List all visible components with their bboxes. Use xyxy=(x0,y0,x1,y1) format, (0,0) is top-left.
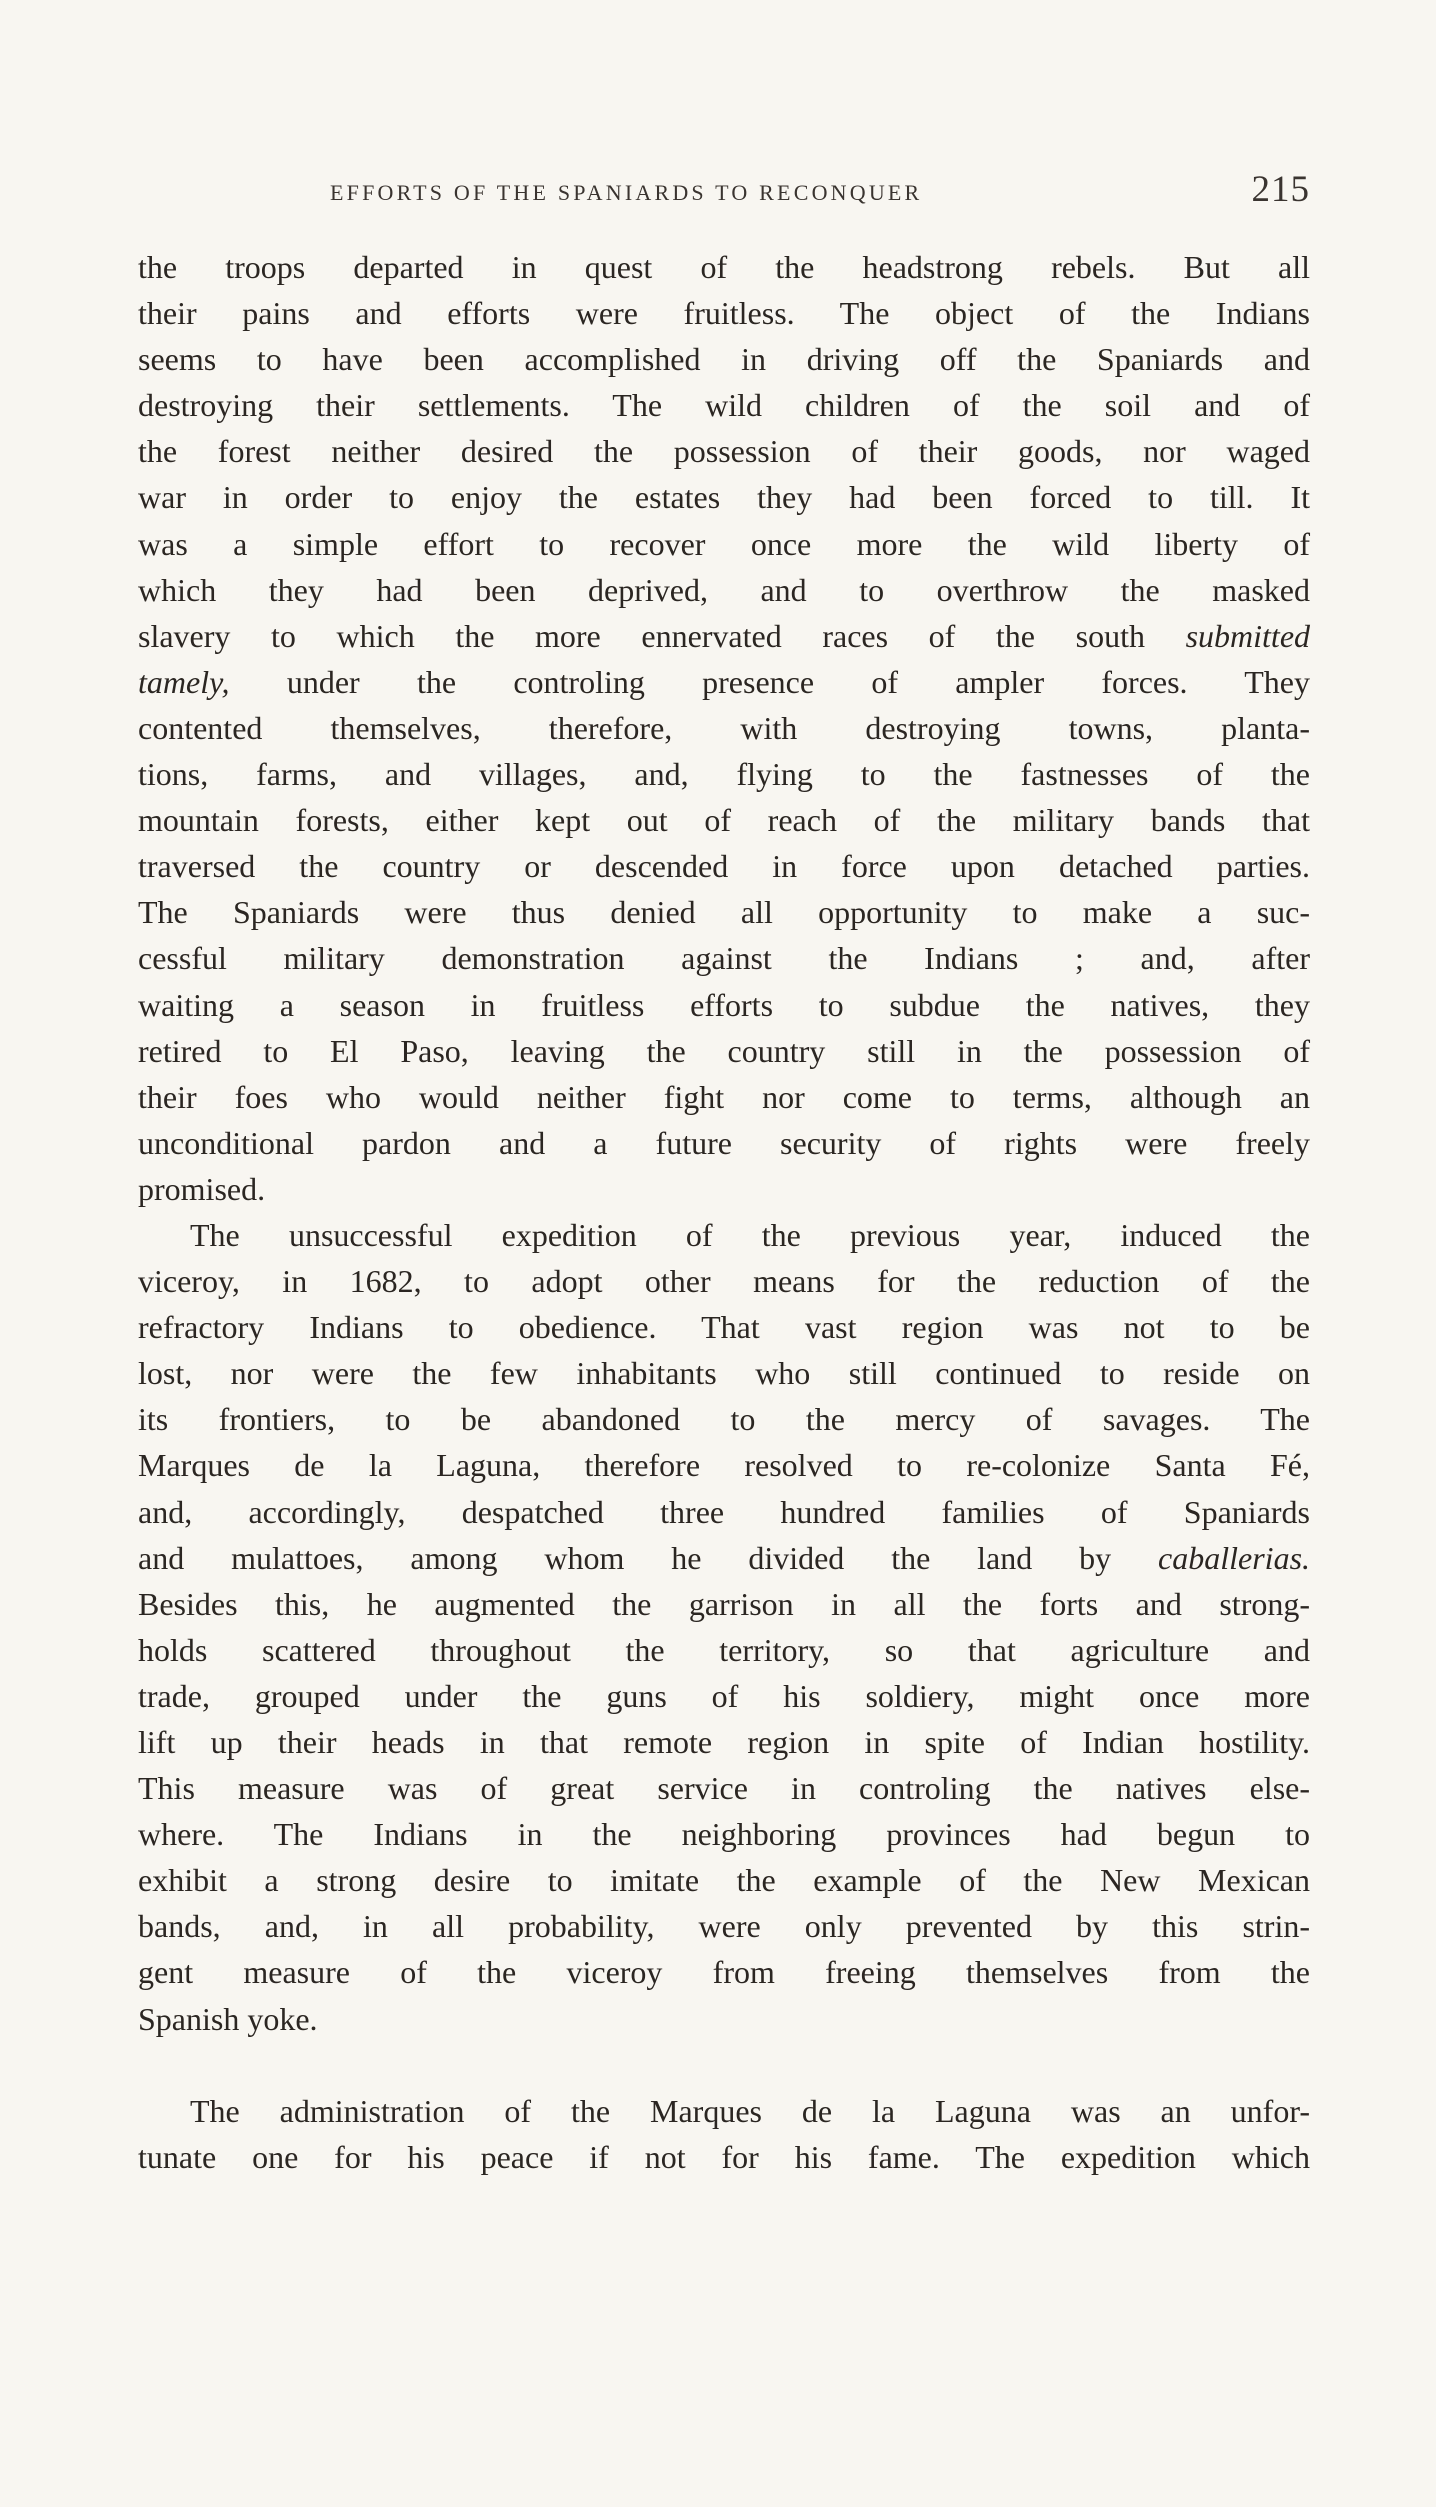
paragraph-1 xyxy=(138,244,1310,1212)
text-line: mountain forests, either kept out of reach of the military bands that xyxy=(138,802,1310,839)
text-line: promised. xyxy=(138,1170,266,1207)
text-line: where. The Indians in the neighboring provinces had begun to xyxy=(138,1816,1310,1853)
text-line: Marques de la Laguna, therefore resolved to re-colonize Santa Fé, xyxy=(138,1447,1310,1484)
text-line: cessful military demonstration against the Indians ; and, after xyxy=(138,940,1310,977)
paragraph-gap xyxy=(138,2042,1310,2088)
text-line: Besides this, he augmented the garrison in all the forts and strong- xyxy=(138,1585,1310,1622)
text-line: viceroy, in 1682, to adopt other means for the reduction of the xyxy=(138,1263,1310,1300)
running-title: EFFORTS OF THE SPANIARDS TO RECONQUER xyxy=(330,180,923,205)
text-line: tunate one for his peace if not for his fame. The expedition which xyxy=(138,2138,1310,2175)
italic-phrase: tamely, xyxy=(138,663,230,700)
text-line: holds scattered throughout the territory, so that agriculture and xyxy=(138,1631,1310,1668)
text-line: was a simple effort to recover once more the wild liberty of xyxy=(138,525,1310,562)
text-line: waiting a season in fruitless efforts to subdue the natives, they xyxy=(138,986,1310,1023)
text-line: trade, grouped under the guns of his soldiery, might once more xyxy=(138,1677,1310,1714)
text-line: their foes who would neither fight nor come to terms, although an xyxy=(138,1078,1310,1115)
text-line: which they had been deprived, and to overthrow the masked xyxy=(138,571,1310,608)
italic-phrase: submitted xyxy=(1185,617,1311,654)
text-line: traversed the country or descended in force upon detached parties. xyxy=(138,848,1310,885)
text-line: their pains and efforts were fruitless. The object of the Indians xyxy=(138,295,1310,332)
text-segment: slavery to which the more ennervated races of the south xyxy=(138,617,1145,654)
text-line: gent measure of the viceroy from freeing themselves from the xyxy=(138,1954,1310,1991)
text-line: destroying their settlements. The wild children of the soil and of xyxy=(138,387,1310,424)
italic-phrase: caballerias. xyxy=(1158,1539,1311,1576)
text-line: seems to have been accomplished in driving off the Spaniards and xyxy=(138,341,1310,378)
text-line: The Spaniards were thus denied all opportunity to make a suc- xyxy=(138,894,1310,931)
text-line: The unsuccessful expedition of the previous year, induced the xyxy=(190,1216,1310,1253)
text-line: the forest neither desired the possession of their goods, nor waged xyxy=(138,433,1310,470)
text-line: The administration of the Marques de la Laguna was an unfor- xyxy=(190,2092,1310,2129)
text-line xyxy=(138,613,1310,659)
text-line: its frontiers, to be abandoned to the mercy of savages. The xyxy=(138,1401,1310,1438)
text-line: This measure was of great service in controling the natives else- xyxy=(138,1770,1310,1807)
text-line: lost, nor were the few inhabitants who still continued to reside on xyxy=(138,1355,1310,1392)
text-line: and, accordingly, despatched three hundred families of Spaniards xyxy=(138,1493,1310,1530)
text-line: refractory Indians to obedience. That vast region was not to be xyxy=(138,1309,1310,1346)
paragraph-2 xyxy=(138,1212,1310,2042)
text-line: bands, and, in all probability, were only prevented by this strin- xyxy=(138,1908,1310,1945)
text-line: lift up their heads in that remote region in spite of Indian hostility. xyxy=(138,1724,1310,1760)
page-number: 215 xyxy=(1251,169,1310,210)
text-line: war in order to enjoy the estates they had been forced to till. It xyxy=(138,479,1310,516)
text-line xyxy=(138,1535,1310,1581)
text-line: tions, farms, and villages, and, flying to the fastnesses of the xyxy=(138,756,1310,793)
text-line: contented themselves, therefore, with destroying towns, planta- xyxy=(138,709,1310,746)
text-segment: and mulattoes, among whom he divided the land by xyxy=(138,1539,1112,1576)
running-head xyxy=(180,168,1310,218)
text-line: exhibit a strong desire to imitate the example of the New Mexican xyxy=(138,1862,1310,1899)
text-line: retired to El Paso, leaving the country still in the possession of xyxy=(138,1032,1310,1069)
text-line xyxy=(138,659,1310,705)
text-line: the troops departed in quest of the headstrong rebels. But all xyxy=(138,249,1310,285)
text-segment: under the controling presence of ampler forces. They xyxy=(286,663,1311,700)
paragraph-3 xyxy=(138,2088,1310,2180)
text-line: Spanish yoke. xyxy=(138,2000,318,2037)
text-line: unconditional pardon and a future security of rights were freely xyxy=(138,1124,1310,1161)
body-text xyxy=(138,244,1310,2180)
